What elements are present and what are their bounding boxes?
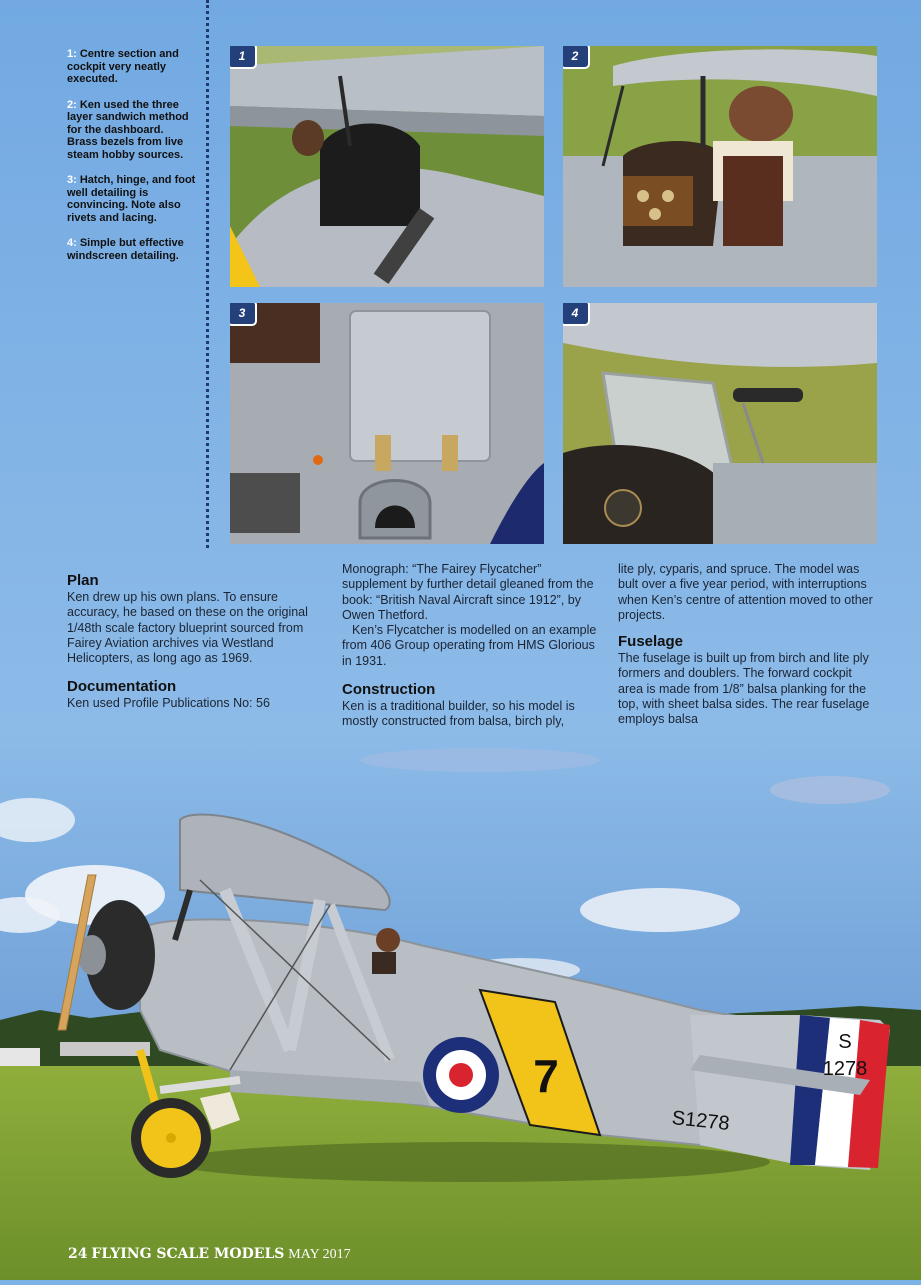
- photo-badge: 4: [563, 303, 590, 326]
- photo-2: [563, 46, 877, 287]
- photo-badge: 2: [563, 46, 590, 69]
- documentation-paragraph: Ken used Profile Publications No: 56: [67, 696, 270, 711]
- photo-1: [230, 46, 544, 287]
- windscreen-photo: [563, 303, 877, 544]
- group-paragraph: Ken’s Flycatcher is modelled on an example from 406 Group operating from HMS Glorious in 1931.: [342, 623, 597, 668]
- cockpit-centre-photo: [230, 46, 544, 287]
- monograph-paragraph: Monograph: “The Fairey Flycatcher” supplement by further detail gleaned from the book: “British Naval Aircraft since 1912”, by Owen Thetford.: [342, 562, 594, 622]
- construction-paragraph: Ken is a traditional builder, so his model is mostly constructed from balsa, birch ply,: [342, 699, 575, 729]
- issue-date: MAY 2017: [288, 1247, 351, 1262]
- photo-3: [230, 303, 544, 544]
- fuselage-serial: S1278: [670, 1107, 731, 1135]
- construction-heading: Construction: [342, 681, 436, 699]
- hatch-photo: [230, 303, 544, 544]
- main-photo: [0, 730, 921, 1280]
- caption-1: 1: Centre section and cockpit very neatly executed.: [67, 48, 179, 85]
- column-2: [342, 562, 602, 730]
- band-number: 7: [533, 1050, 559, 1102]
- column-3: [618, 562, 878, 728]
- aircraft-scene: [0, 730, 921, 1280]
- dashboard-photo: [563, 46, 877, 287]
- fuselage-paragraph: The fuselage is built up from birch and lite ply formers and doublers. The forward cockpit area is made from 1/8” balsa planking for the top, with sheet balsa sides. The rear fuselage employs balsa: [618, 651, 870, 727]
- caption-3: 3: Hatch, hinge, and foot well detailing is convincing. Note also rivets and lacing.: [67, 174, 196, 224]
- column-1: [67, 572, 317, 712]
- caption-2: 2: Ken used the three layer sandwich method for the dashboard. Brass bezels from live steam hobby sources.: [67, 98, 189, 161]
- fuselage-heading: Fuselage: [618, 633, 684, 651]
- magazine-title: FLYING SCALE MODELS: [91, 1246, 285, 1262]
- photo-4: [563, 303, 877, 544]
- documentation-heading: Documentation: [67, 678, 177, 696]
- materials-paragraph: lite ply, cyparis, and spruce. The model was bult over a five year period, with interruptions when Ken’s centre of attention moved to other projects.: [618, 562, 873, 622]
- dotted-divider: [206, 0, 209, 548]
- photo-captions: [67, 48, 197, 275]
- plan-paragraph: Ken drew up his own plans. To ensure accuracy, he based on these on the original 1/48th scale factory blueprint sourced from Fairey Aviation archives via Westland Helicopters, as long ago as 1969.: [67, 590, 308, 666]
- photo-badge: 3: [230, 303, 257, 326]
- tail-number: 1278: [822, 1058, 868, 1080]
- plan-heading: Plan: [67, 572, 99, 589]
- tail-letter: S: [838, 1031, 852, 1053]
- caption-4: 4: Simple but effective windscreen detailing.: [67, 237, 184, 262]
- photo-badge: 1: [230, 46, 257, 69]
- page-number: 24: [68, 1246, 88, 1262]
- page-footer: [68, 1245, 351, 1263]
